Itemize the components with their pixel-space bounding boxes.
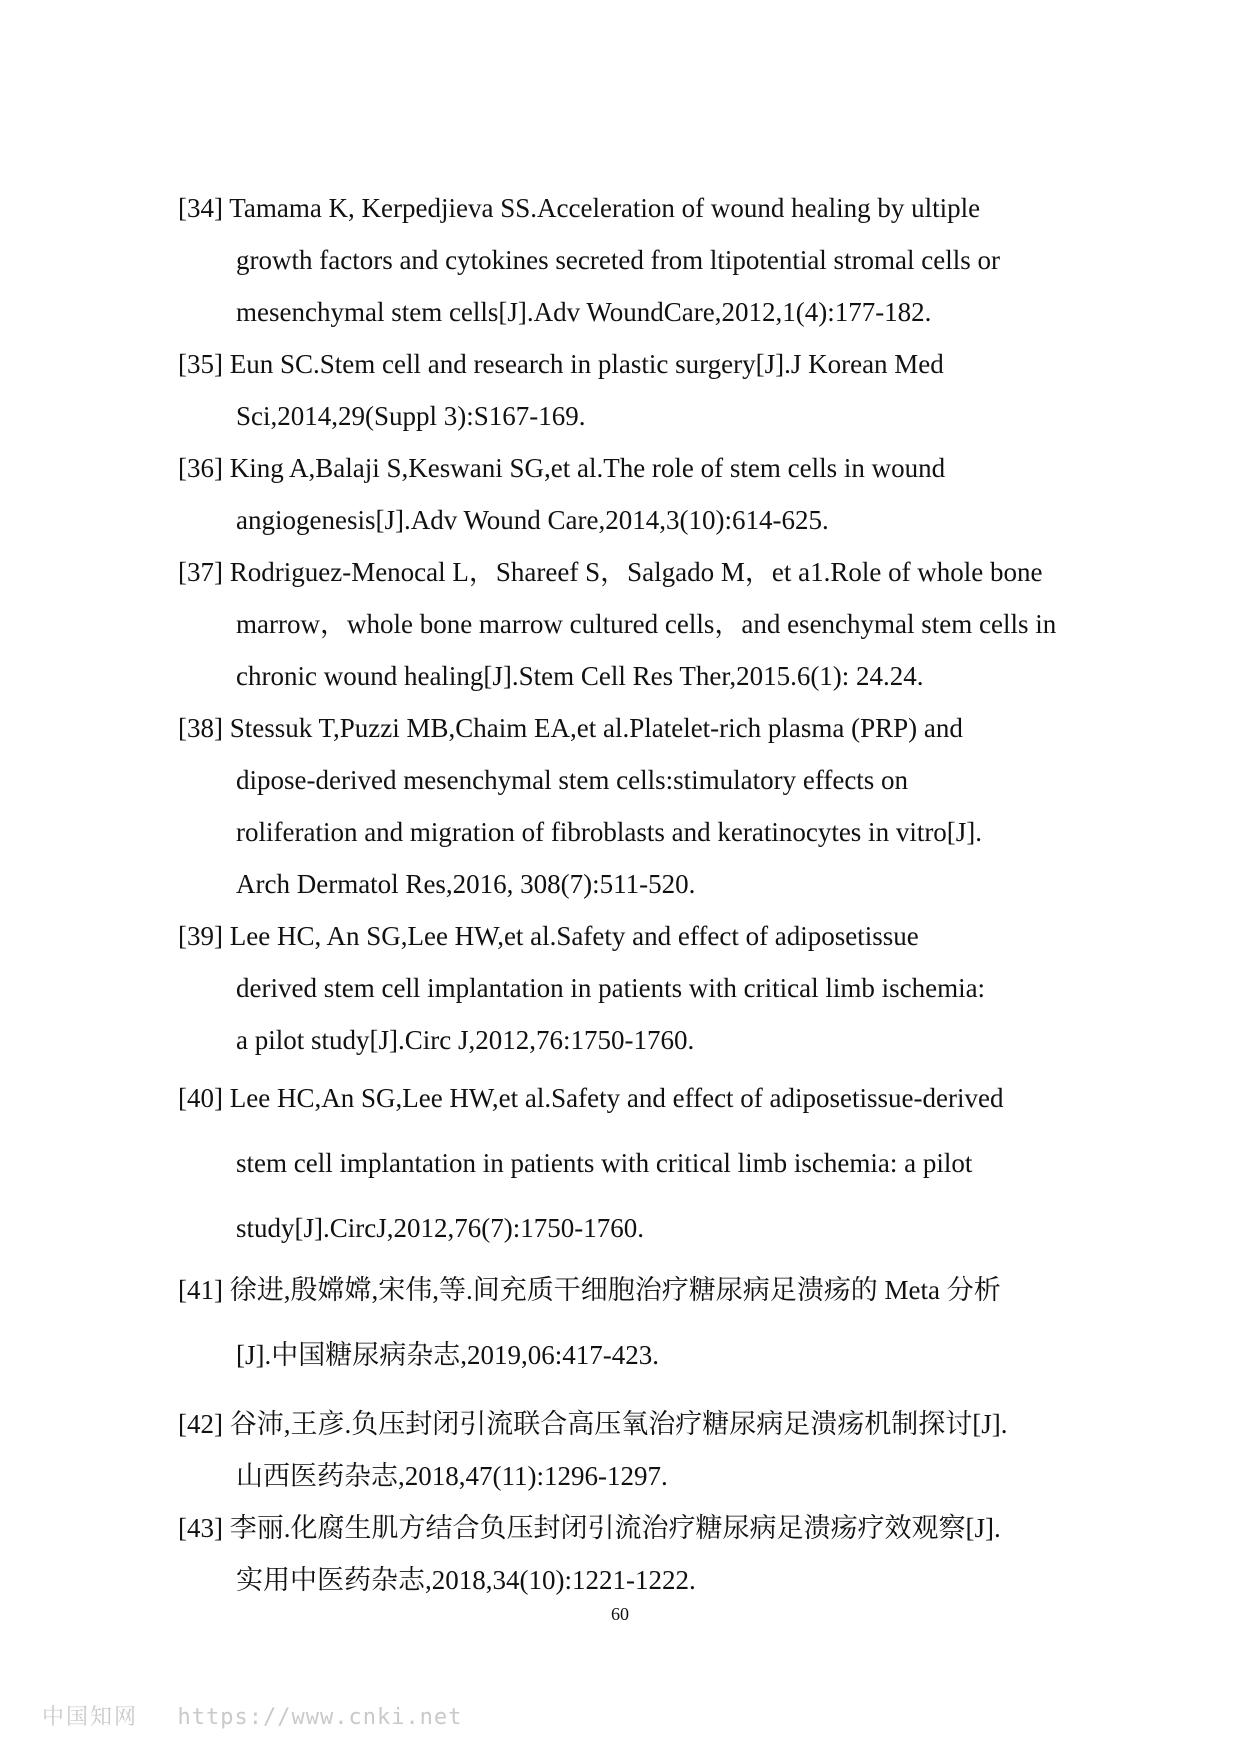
reference-line: [36] King A,Balaji S,Keswani SG,et al.The role of stem cells in wound xyxy=(178,453,946,483)
reference-42 xyxy=(178,1398,1108,1502)
reference-line: [42] 谷沛,王彦.负压封闭引流联合高压氧治疗糖尿病足溃疡机制探讨[J]. xyxy=(178,1409,1008,1439)
reference-line: [40] Lee HC,An SG,Lee HW,et al.Safety and effect of adiposetissue-derived xyxy=(178,1083,1004,1113)
reference-line: [37] Rodriguez-Menocal L，Shareef S，Salgado M，et a1.Role of whole bone xyxy=(178,557,1043,587)
reference-line: derived stem cell implantation in patients with critical limb ischemia: xyxy=(236,973,986,1003)
cnki-watermark xyxy=(42,1703,462,1732)
reference-line: mesenchymal stem cells[J].Adv WoundCare,2012,1(4):177-182. xyxy=(236,297,932,327)
reference-line: study[J].CircJ,2012,76(7):1750-1760. xyxy=(236,1213,644,1243)
reference-line: dipose-derived mesenchymal stem cells:stimulatory effects on xyxy=(236,765,909,795)
reference-line: stem cell implantation in patients with critical limb ischemia: a pilot xyxy=(236,1148,973,1178)
reference-35 xyxy=(178,338,1108,442)
reference-41 xyxy=(178,1258,1108,1388)
reference-line: angiogenesis[J].Adv Wound Care,2014,3(10):614-625. xyxy=(236,505,829,535)
reference-line: [43] 李丽.化腐生肌方结合负压封闭引流治疗糖尿病足溃疡疗效观察[J]. xyxy=(178,1513,1001,1543)
reference-line: 山西医药杂志,2018,47(11):1296-1297. xyxy=(236,1461,668,1491)
reference-line: [38] Stessuk T,Puzzi MB,Chaim EA,et al.Platelet-rich plasma (PRP) and xyxy=(178,713,963,743)
reference-34 xyxy=(178,182,1108,338)
reference-line: [34] Tamama K, Kerpedjieva SS.Acceleration of wound healing by ultiple xyxy=(178,193,981,223)
reference-43 xyxy=(178,1502,1108,1606)
cnki-logo-text: 中国知网 xyxy=(42,1705,139,1730)
reference-line: [35] Eun SC.Stem cell and research in plastic surgery[J].J Korean Med xyxy=(178,349,944,379)
reference-line: Sci,2014,29(Suppl 3):S167-169. xyxy=(236,401,586,431)
reference-line: roliferation and migration of fibroblasts and keratinocytes in vitro[J]. xyxy=(236,817,983,847)
reference-38 xyxy=(178,702,1108,910)
reference-line: [J].中国糖尿病杂志,2019,06:417-423. xyxy=(236,1340,659,1370)
reference-line: marrow，whole bone marrow cultured cells，and esenchymal stem cells in xyxy=(236,609,1057,639)
reference-37 xyxy=(178,546,1108,702)
reference-39 xyxy=(178,910,1108,1066)
reference-line: 实用中医药杂志,2018,34(10):1221-1222. xyxy=(236,1565,696,1595)
reference-line: chronic wound healing[J].Stem Cell Res Ther,2015.6(1): 24.24. xyxy=(236,661,924,691)
reference-line: a pilot study[J].Circ J,2012,76:1750-1760. xyxy=(236,1025,695,1055)
reference-line: [39] Lee HC, An SG,Lee HW,et al.Safety and effect of adiposetissue xyxy=(178,921,919,951)
cnki-url: https://www.cnki.net xyxy=(177,1705,463,1730)
page-number: 60 xyxy=(611,1604,629,1624)
reference-line: Arch Dermatol Res,2016, 308(7):511-520. xyxy=(236,869,696,899)
reference-line: growth factors and cytokines secreted from ltipotential stromal cells or xyxy=(236,245,1001,275)
reference-36 xyxy=(178,442,1108,546)
reference-40 xyxy=(178,1066,1108,1261)
reference-line: [41] 徐进,殷嫦嫦,宋伟,等.间充质干细胞治疗糖尿病足溃疡的 Meta 分析 xyxy=(178,1275,1001,1305)
